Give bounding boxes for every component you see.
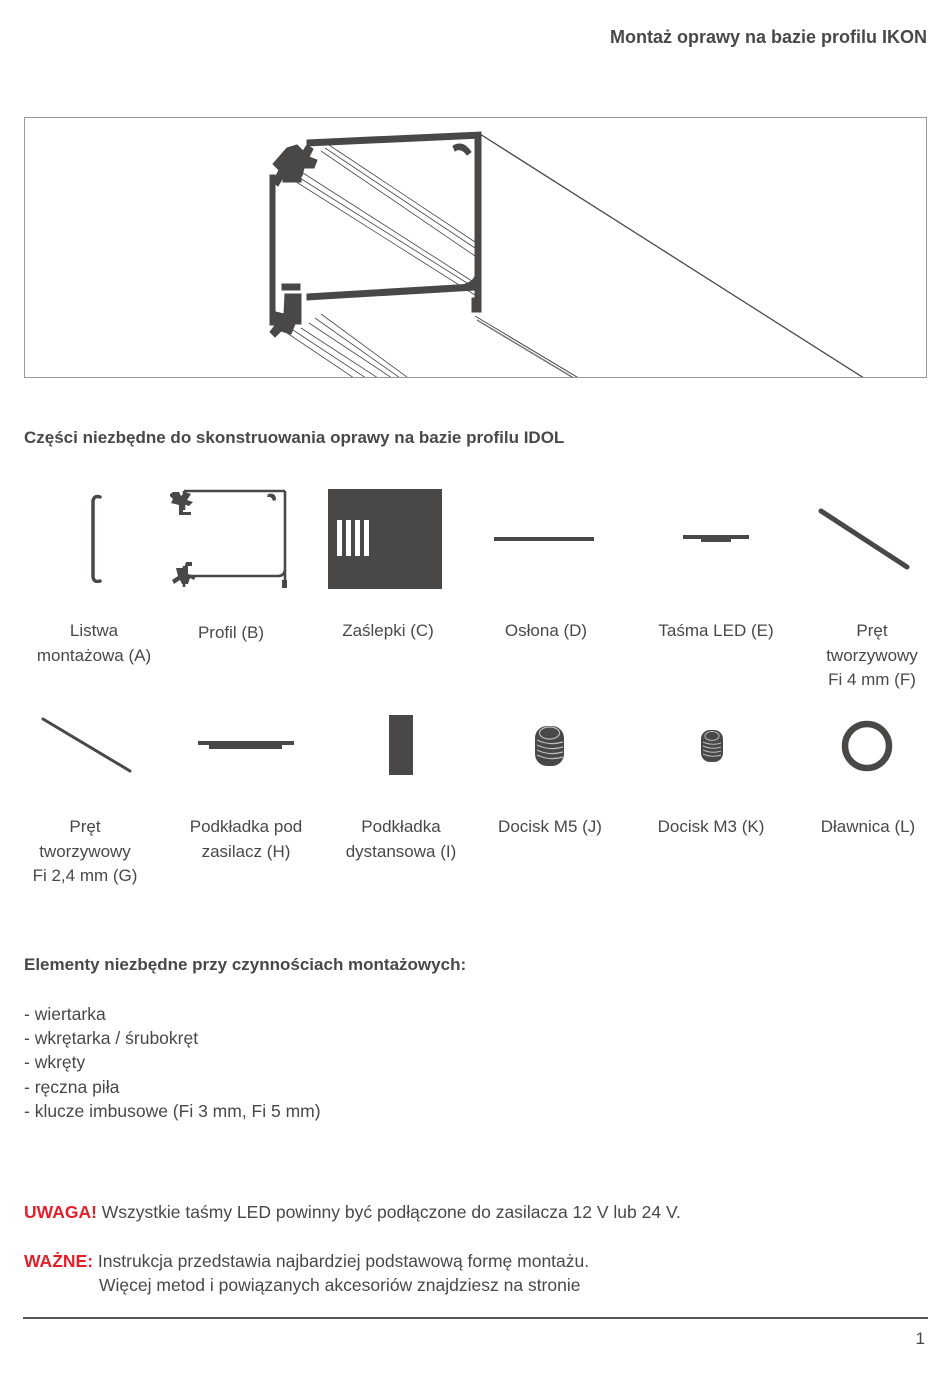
part-label-line: Podkładka <box>361 817 441 836</box>
part-label-g <box>10 815 160 889</box>
hero-profile-drawing <box>24 117 927 378</box>
power-supply-pad-icon <box>198 741 294 745</box>
diffuser-cover-icon <box>494 537 594 541</box>
part-label-line: dystansowa (I) <box>345 841 457 861</box>
end-cap-icon <box>328 489 442 589</box>
set-screw-m5-icon <box>533 723 567 769</box>
footer-divider <box>23 1317 928 1319</box>
part-label-line: tworzywowy <box>39 841 131 861</box>
set-screw-m3-icon <box>700 729 724 763</box>
part-label-line: montażowa (A) <box>36 645 152 665</box>
important-text-line1: Instrukcja przedstawia najbardziej podstawową formę montażu. <box>97 1251 590 1271</box>
part-label-line: Pręt <box>856 621 888 640</box>
part-label-l <box>793 815 943 840</box>
plastic-rod-4mm-icon <box>815 505 915 575</box>
parts-section-title: Części niezbędne do skonstruowania oprawy na bazie profilu IDOL <box>24 428 565 447</box>
cable-gland-icon <box>840 719 894 773</box>
part-label-line: zasilacz (H) <box>201 841 291 861</box>
part-label-line: Taśma LED (E) <box>658 621 774 640</box>
plastic-rod-2-4mm-icon <box>38 714 136 776</box>
part-label-c <box>313 619 463 644</box>
part-label-line: Podkładka pod <box>189 817 303 836</box>
tools-list-item: - klucze imbusowe (Fi 3 mm, Fi 5 mm) <box>24 1100 321 1121</box>
part-label-line: Profil (B) <box>197 623 265 642</box>
part-label-k <box>636 815 786 840</box>
tools-section-title: Elementy niezbędne przy czynnościach montażowych: <box>24 955 467 974</box>
part-label-i <box>326 815 476 864</box>
profile-perspective-illustration <box>25 118 927 378</box>
part-label-h <box>171 815 321 864</box>
part-label-f <box>797 619 947 693</box>
led-strip-icon <box>683 535 749 539</box>
part-label-line: Zaślepki (C) <box>342 621 434 640</box>
warning-tag: UWAGA! <box>24 1202 97 1222</box>
part-label-line: Docisk M5 (J) <box>498 817 602 836</box>
part-label-j <box>475 815 625 840</box>
part-label-line: Fi 4 mm (F) <box>828 670 916 689</box>
part-label-line: Osłona (D) <box>504 621 588 640</box>
part-label-line: Fi 2,4 mm (G) <box>32 866 138 885</box>
tools-list-item: - ręczna piła <box>24 1076 120 1097</box>
tools-list <box>24 1002 321 1123</box>
page-number: 1 <box>915 1329 925 1348</box>
part-label-e <box>641 619 791 644</box>
important-notice <box>24 1249 589 1297</box>
part-label-b <box>156 621 306 646</box>
part-label-line: Pręt <box>69 817 101 836</box>
spacer-pad-icon <box>389 715 413 775</box>
part-label-a <box>19 619 169 668</box>
tools-list-item: - wkręty <box>24 1052 86 1073</box>
profile-cross-section-icon <box>170 488 288 590</box>
warning-notice <box>24 1200 681 1224</box>
part-label-line: Dławnica (L) <box>820 817 916 836</box>
document-title: Montaż oprawy na bazie profilu IKON <box>609 27 927 47</box>
mounting-strip-icon <box>86 493 106 583</box>
important-tag: WAŻNE: <box>24 1251 94 1271</box>
tools-list-item: - wiertarka <box>24 1004 106 1024</box>
tools-list-item: - wkrętarka / śrubokręt <box>24 1028 199 1049</box>
part-label-d <box>471 619 621 644</box>
warning-text: Wszystkie taśmy LED powinny być podłączone do zasilacza 12 V lub 24 V. <box>101 1202 681 1222</box>
part-label-line: Docisk M3 (K) <box>657 817 765 836</box>
important-text-line2: Więcej metod i powiązanych akcesoriów znajdziesz na stronie <box>99 1275 581 1295</box>
part-label-line: Listwa <box>69 621 119 640</box>
part-label-line: tworzywowy <box>826 645 918 665</box>
